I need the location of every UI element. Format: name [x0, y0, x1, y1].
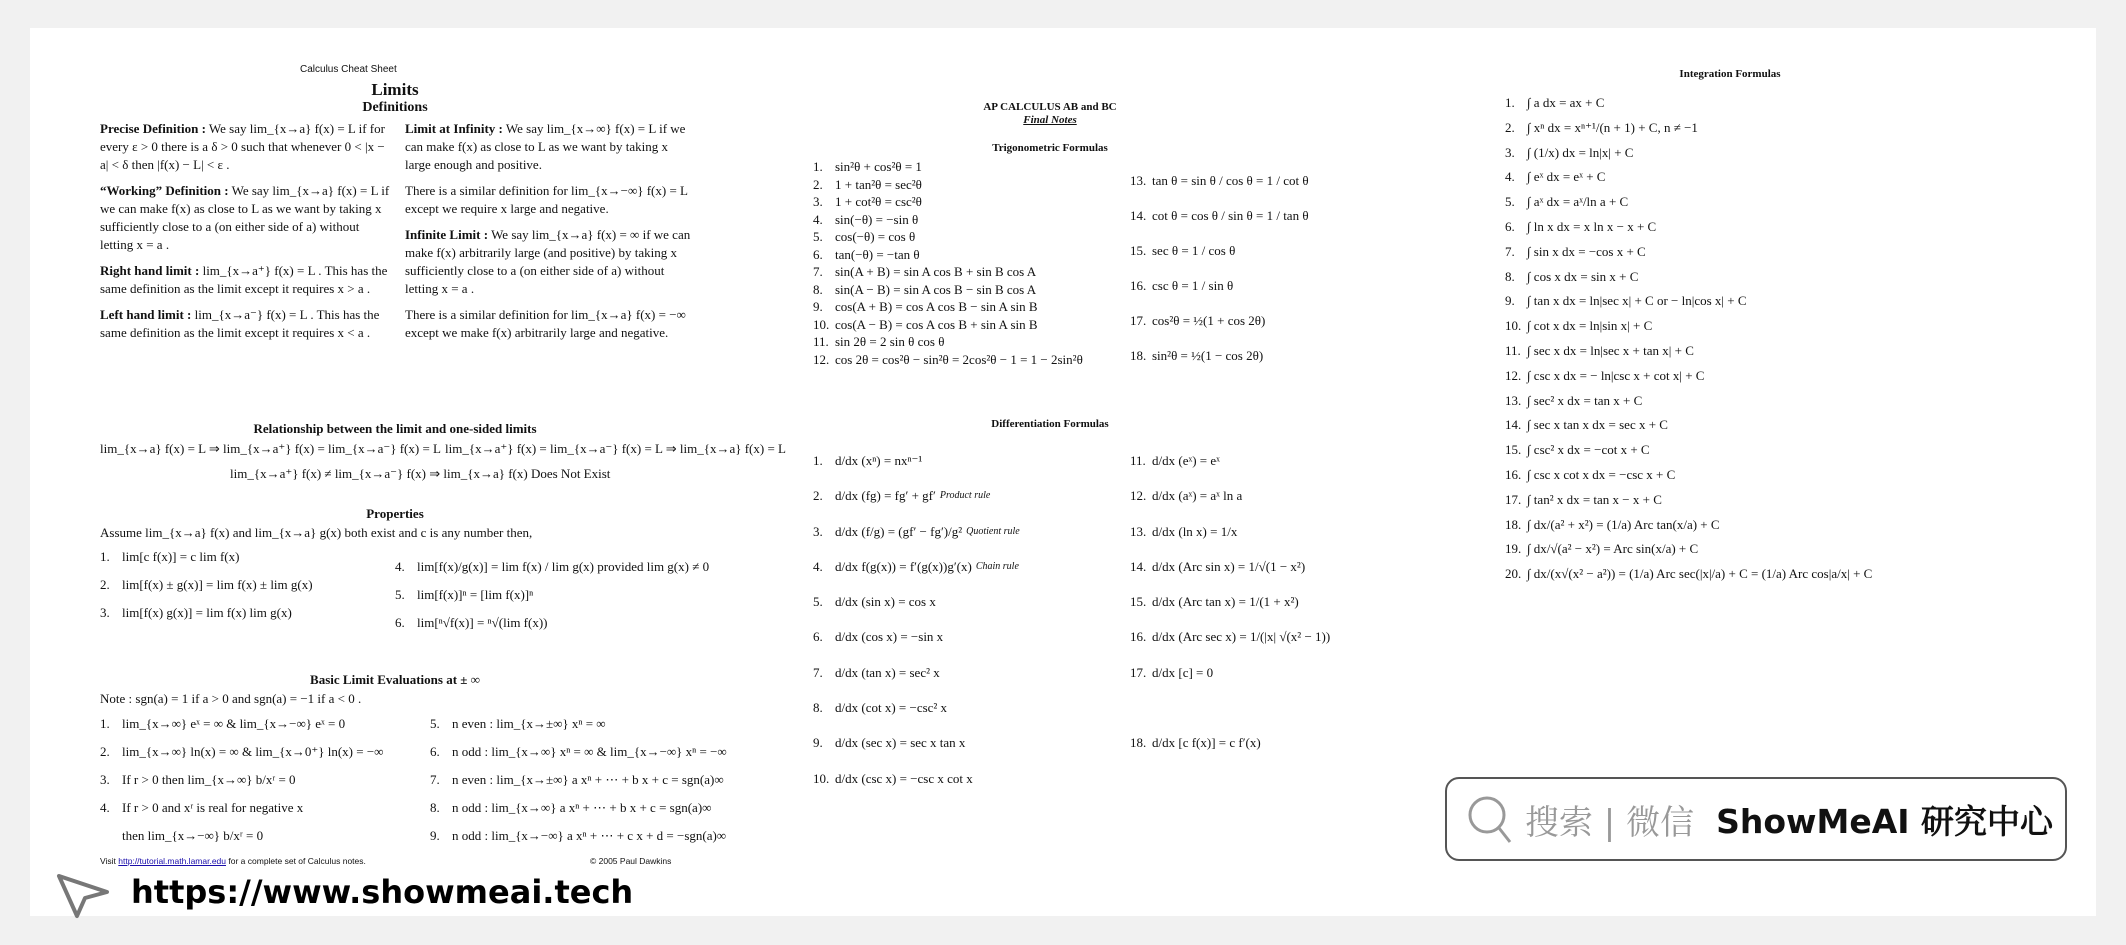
- formula-expression: lim[f(x)/g(x)] = lim f(x) / lim g(x) provided lim g(x) ≠ 0: [417, 559, 710, 574]
- formula-number: 4.: [813, 558, 823, 574]
- showmeai-search-box: [1445, 777, 2067, 861]
- formula-expression: n odd : lim_{x→∞} xⁿ = ∞ & lim_{x→−∞} xⁿ = −∞: [452, 744, 727, 759]
- formula-number: 8.: [813, 281, 823, 297]
- definitions-heading: Definitions: [362, 100, 428, 115]
- formula-item: [430, 794, 727, 822]
- formula-number: 19.: [1505, 541, 1522, 557]
- formula-item: [813, 298, 1083, 316]
- basic-limits-right: [430, 710, 727, 850]
- formula-item: [813, 761, 1020, 796]
- formula-number: 1.: [813, 159, 823, 174]
- formula-item: [1130, 198, 1309, 233]
- formula-item: [813, 478, 1020, 513]
- formula-item: [430, 822, 727, 850]
- formula-expression: sin(A − B) = sin A cos B − sin B cos A: [835, 281, 1037, 297]
- formula-item: [1505, 562, 1872, 587]
- formula-number: 7.: [1505, 243, 1515, 259]
- properties-right: [395, 553, 709, 637]
- search-icon: [1465, 793, 1513, 845]
- formula-number: 17.: [1130, 313, 1147, 328]
- formula-expression: ∫ csc x cot x dx = −csc x + C: [1527, 466, 1676, 482]
- definition-paragraph: [405, 182, 695, 218]
- footer-copyright: © 2005 Paul Dawkins: [590, 856, 672, 866]
- formula-number: 4.: [100, 800, 110, 815]
- formula-expression: ∫ cos x dx = sin x + C: [1527, 268, 1639, 284]
- formula-number: 5.: [813, 229, 823, 244]
- formula-number: 15.: [1505, 442, 1522, 458]
- formula-expression: tan θ = sin θ / cos θ = 1 / cot θ: [1152, 173, 1309, 188]
- formula-expression: sin²θ = ½(1 − cos 2θ): [1152, 348, 1264, 363]
- formula-number: 13.: [1505, 392, 1522, 408]
- formula-item: [1130, 725, 1330, 760]
- formula-expression: lim[f(x) g(x)] = lim f(x) lim g(x): [122, 605, 292, 620]
- formula-expression: d/dx [c f(x)] = c f′(x): [1152, 735, 1261, 751]
- formula-item: [430, 766, 727, 794]
- formula-number: 9.: [813, 735, 823, 751]
- formula-item: [1505, 165, 1872, 190]
- formula-item: [1130, 443, 1330, 478]
- formula-expression: ∫ xⁿ dx = xⁿ⁺¹/(n + 1) + C, n ≠ −1: [1527, 119, 1698, 135]
- formula-number: 16.: [1130, 278, 1147, 293]
- formula-number: 16.: [1130, 629, 1147, 645]
- formula-number: 8.: [813, 700, 823, 716]
- formula-expression: n odd : lim_{x→∞} a xⁿ + ⋯ + b x + c = sgn(a)∞: [452, 800, 712, 815]
- trig-left: [813, 158, 1083, 368]
- formula-item: [813, 281, 1083, 299]
- formula-item: [813, 619, 1020, 654]
- formula-expression: d/dx (Arc sec x) = 1/(|x| √(x² − 1)): [1152, 629, 1331, 645]
- formula-item: [1505, 215, 1872, 240]
- formula-number: 15.: [1130, 594, 1147, 610]
- formula-number: 1.: [1505, 95, 1515, 110]
- definition-paragraph: [100, 182, 390, 254]
- relationship-3: lim_{x→a⁺} f(x) ≠ lim_{x→a⁻} f(x) ⇒ lim_{x→a} f(x) Does Not Exist: [230, 466, 611, 481]
- formula-item: [813, 725, 1020, 760]
- formula-number: 12.: [813, 351, 830, 367]
- formula-expression: tan(−θ) = −tan θ: [835, 246, 920, 262]
- formula-expression: d/dx (cot x) = −csc² x: [835, 700, 948, 716]
- formula-item: [395, 609, 709, 637]
- formula-note: Product rule: [939, 490, 991, 502]
- formula-number: 13.: [1130, 173, 1147, 188]
- formula-item: [395, 553, 709, 581]
- formula-number: 3.: [100, 772, 110, 787]
- formula-item: [813, 193, 1083, 211]
- definition-text: We say lim_{x→∞} f(x) = L if we can make f(x) as close to L as we want by taking x large enough and positive.: [405, 121, 686, 172]
- formula-number: 5.: [430, 716, 440, 731]
- formula-item: [1505, 339, 1872, 364]
- lamar-link[interactable]: http://tutorial.math.lamar.edu: [118, 856, 227, 866]
- properties-left: [100, 543, 313, 627]
- definitions-left: [100, 120, 390, 350]
- formula-item: [1505, 190, 1872, 215]
- formula-number: 9.: [1505, 293, 1515, 309]
- formula-number: 18.: [1130, 348, 1147, 363]
- formula-number: 4.: [1505, 169, 1515, 185]
- definition-text: There is a similar definition for lim_{x→−∞} f(x) = L except we require x large and negative.: [405, 183, 688, 216]
- formula-number: 18.: [1505, 516, 1522, 532]
- formula-item: [1130, 338, 1309, 373]
- relationship-2: lim_{x→a⁺} f(x) = lim_{x→a⁻} f(x) = L ⇒ lim_{x→a} f(x) = L: [445, 441, 786, 456]
- diff-right: [1130, 443, 1330, 761]
- formula-item: [430, 710, 727, 738]
- formula-number: 9.: [430, 828, 440, 843]
- formula-number: 6.: [430, 744, 440, 759]
- formula-expression: n odd : lim_{x→−∞} a xⁿ + ⋯ + c x + d = −sgn(a)∞: [452, 828, 727, 843]
- formula-number: 12.: [1130, 488, 1147, 504]
- formula-number: 3.: [1505, 144, 1515, 160]
- formula-number: 10.: [1505, 318, 1522, 334]
- formula-item: [1505, 513, 1872, 538]
- formula-expression: lim_{x→∞} eˣ = ∞ & lim_{x→−∞} eˣ = 0: [122, 716, 346, 731]
- footer-rest-text: for a complete set of Calculus notes.: [228, 856, 366, 866]
- definition-text: There is a similar definition for lim_{x→a} f(x) = −∞ except we make f(x) arbitrarily large and negative.: [405, 307, 686, 340]
- formula-item: [813, 351, 1083, 369]
- formula-item: [813, 228, 1083, 246]
- formula-expression: ∫ tan x dx = ln|sec x| + C or − ln|cos x| + C: [1527, 293, 1747, 309]
- formula-number: 3.: [100, 605, 110, 620]
- search-placeholder: 搜索 | 微信: [1525, 802, 1695, 843]
- formula-expression: ∫ a dx = ax + C: [1527, 95, 1605, 110]
- formula-expression: ∫ sec x tan x dx = sec x + C: [1527, 417, 1668, 433]
- definition-label: Limit at Infinity :: [405, 121, 503, 136]
- formula-item: [1130, 549, 1330, 584]
- brand-name: ShowMeAI 研究中心: [1716, 801, 2054, 841]
- formula-number: 11.: [1505, 342, 1521, 358]
- formula-number: 14.: [1130, 558, 1147, 574]
- definition-label: Left hand limit :: [100, 307, 192, 322]
- formula-expression: ∫ dx/(a² + x²) = (1/a) Arc tan(x/a) + C: [1527, 516, 1720, 532]
- definition-label: Precise Definition :: [100, 121, 206, 136]
- formula-expression: cot θ = cos θ / sin θ = 1 / tan θ: [1152, 208, 1309, 223]
- formula-item: [100, 738, 383, 766]
- formula-expression: ∫ dx/(x√(x² − a²)) = (1/a) Arc sec(|x|/a) + C = (1/a) Arc cos|a/x| + C: [1527, 566, 1873, 582]
- formula-number: 17.: [1505, 491, 1522, 507]
- formula-expression: cos(A + B) = cos A cos B − sin A sin B: [835, 299, 1038, 314]
- definition-label: Right hand limit :: [100, 263, 200, 278]
- formula-item: [1130, 163, 1309, 198]
- definition-text: lim_{x→a⁺} f(x) = L . This has the same definition as the limit except it requires x > a .: [100, 263, 388, 296]
- formula-item: [100, 543, 313, 571]
- formula-number: 6.: [395, 615, 405, 630]
- formula-expression: ∫ sec² x dx = tan x + C: [1527, 392, 1643, 408]
- formula-number: 12.: [1505, 367, 1522, 383]
- definition-text: lim_{x→a⁻} f(x) = L . This has the same definition as the limit except it requires x < a .: [100, 307, 380, 340]
- formula-expression: lim[c f(x)] = c lim f(x): [122, 549, 240, 564]
- formula-expression: sin²θ + cos²θ = 1: [835, 159, 922, 174]
- formula-number: 3.: [813, 194, 823, 209]
- formula-number: 17.: [1130, 664, 1147, 680]
- formula-expression: d/dx (sec x) = sec x tan x: [835, 735, 966, 751]
- formula-item: [813, 211, 1083, 229]
- formula-item: [1505, 463, 1872, 488]
- formula-expression: cos 2θ = cos²θ − sin²θ = 2cos²θ − 1 = 1 − 2sin²θ: [835, 351, 1083, 367]
- formula-expression: d/dx f(g(x)) = f′(g(x))g′(x): [835, 558, 972, 574]
- formula-number: 1.: [813, 453, 823, 468]
- formula-number: 16.: [1505, 466, 1522, 482]
- formula-number: 7.: [813, 664, 823, 680]
- formula-item: [1505, 438, 1872, 463]
- formula-expression: d/dx (sin x) = cos x: [835, 594, 936, 610]
- formula-expression: d/dx (Arc tan x) = 1/(1 + x²): [1152, 594, 1299, 610]
- formula-item: [813, 514, 1020, 549]
- formula-expression: d/dx [c] = 0: [1152, 664, 1214, 680]
- formula-item: [813, 263, 1083, 281]
- formula-number: 9.: [813, 299, 823, 314]
- formula-expression: cos²θ = ½(1 + cos 2θ): [1152, 313, 1266, 328]
- definition-text: We say lim_{x→a} f(x) = ∞ if we can make f(x) arbitrarily large (and positive) by taking x sufficiently close to a (on either side of a) without letting x = a .: [405, 227, 691, 296]
- formula-expression: d/dx (Arc sin x) = 1/√(1 − x²): [1152, 558, 1306, 574]
- formula-number: 13.: [1130, 523, 1147, 539]
- formula-item: [1505, 265, 1872, 290]
- integration-heading: Integration Formulas: [1679, 68, 1781, 80]
- formula-note: Chain rule: [975, 560, 1019, 572]
- formula-number: 8.: [430, 800, 440, 815]
- formula-item: [430, 738, 727, 766]
- basic-limits-heading: Basic Limit Evaluations at ± ∞: [310, 672, 480, 687]
- formula-expression: cos(A − B) = cos A cos B + sin A sin B: [835, 316, 1038, 332]
- formula-item: [813, 584, 1020, 619]
- definition-text: We say lim_{x→a} f(x) = L if we can make f(x) as close to L as we want by taking x sufficiently close to a (on either side of a) without letting x = a .: [100, 183, 390, 252]
- formula-expression: ∫ csc x dx = − ln|csc x + cot x| + C: [1527, 367, 1705, 383]
- formula-expression: ∫ sec x dx = ln|sec x + tan x| + C: [1527, 342, 1694, 358]
- ap-title: AP CALCULUS AB and BC: [983, 101, 1117, 113]
- formula-expression: ∫ dx/√(a² − x²) = Arc sin(x/a) + C: [1527, 541, 1699, 557]
- formula-expression: ∫ csc² x dx = −cot x + C: [1527, 442, 1650, 458]
- relationship-1: lim_{x→a} f(x) = L ⇒ lim_{x→a⁺} f(x) = lim_{x→a⁻} f(x) = L: [100, 441, 441, 456]
- formula-number: 6.: [813, 246, 823, 262]
- formula-item: [1505, 314, 1872, 339]
- formula-item: [813, 176, 1083, 194]
- formula-item: [813, 443, 1020, 478]
- formula-expression: If r > 0 and xʳ is real for negative x: [122, 800, 304, 815]
- formula-number: 2.: [813, 488, 823, 504]
- formula-number: 5.: [395, 587, 405, 602]
- trig-right: [1130, 163, 1309, 373]
- formula-item: [1130, 514, 1330, 549]
- formula-item: [1505, 537, 1872, 562]
- formula-expression: sin(−θ) = −sin θ: [835, 211, 919, 227]
- formula-item: [813, 246, 1083, 264]
- basic-limits-note: Note : sgn(a) = 1 if a > 0 and sgn(a) = −1 if a < 0 .: [100, 691, 362, 706]
- basic-limits-left: [100, 710, 383, 850]
- definition-label: “Working” Definition :: [100, 183, 229, 198]
- formula-number: 1.: [100, 549, 110, 564]
- formula-number: [100, 822, 122, 850]
- formula-number: 2.: [813, 176, 823, 192]
- formula-number: 7.: [430, 772, 440, 787]
- definition-text: We say lim_{x→a} f(x) = L if for every ε > 0 there is a δ > 0 such that whenever 0 < |x − a| < δ then |f(x) − L| < ε .: [100, 121, 385, 172]
- formula-item: [1505, 116, 1872, 141]
- diff-left: [813, 443, 1020, 796]
- formula-number: 18.: [1130, 735, 1147, 751]
- cursor-icon: [55, 870, 115, 920]
- formula-item: [1505, 91, 1872, 116]
- formula-expression: ∫ (1/x) dx = ln|x| + C: [1527, 144, 1634, 160]
- formula-expression: n even : lim_{x→±∞} xⁿ = ∞: [452, 716, 606, 731]
- formula-item: [1130, 233, 1309, 268]
- showmeai-url: https://www.showmeai.tech: [131, 873, 634, 911]
- formula-item: [1130, 584, 1330, 619]
- formula-expression: d/dx (csc x) = −csc x cot x: [835, 770, 973, 786]
- final-notes-subtitle: Final Notes: [1023, 114, 1077, 126]
- formula-expression: d/dx (tan x) = sec² x: [835, 664, 940, 680]
- formula-expression: If r > 0 then lim_{x→∞} b/xʳ = 0: [122, 772, 296, 787]
- formula-expression: 1 + tan²θ = sec²θ: [835, 176, 922, 192]
- formula-item: [100, 710, 383, 738]
- formula-expression: sec θ = 1 / cos θ: [1152, 243, 1236, 258]
- formula-expression: d/dx (fg) = fg′ + gf′: [835, 488, 936, 504]
- definition-paragraph: [100, 306, 390, 342]
- definition-paragraph: [405, 306, 695, 342]
- formula-number: 10.: [813, 316, 830, 332]
- formula-item: [1130, 690, 1330, 725]
- formula-item: [100, 822, 383, 850]
- definitions-right: [405, 120, 695, 350]
- formula-item: [100, 599, 313, 627]
- formula-item: [1130, 619, 1330, 654]
- integration-list: [1505, 91, 1872, 587]
- formula-expression: d/dx (aˣ) = aˣ ln a: [1152, 488, 1243, 504]
- formula-number: 14.: [1505, 417, 1522, 433]
- formula-expression: cos(−θ) = cos θ: [835, 229, 916, 244]
- formula-expression: d/dx (f/g) = (gf′ − fg′)/g²: [835, 523, 963, 539]
- formula-expression: d/dx (ln x) = 1/x: [1152, 523, 1238, 539]
- properties-intro: Assume lim_{x→a} f(x) and lim_{x→a} g(x) both exist and c is any number then,: [100, 525, 533, 540]
- diff-heading: Differentiation Formulas: [991, 418, 1109, 430]
- formula-expression: n even : lim_{x→±∞} a xⁿ + ⋯ + b x + c = sgn(a)∞: [452, 772, 724, 787]
- limits-title: Limits: [371, 80, 419, 99]
- formula-number: 4.: [813, 211, 823, 227]
- formula-number: 15.: [1130, 243, 1147, 258]
- formula-expression: sin 2θ = 2 sin θ cos θ: [835, 334, 945, 349]
- formula-item: [1505, 413, 1872, 438]
- formula-expression: lim[f(x) ± g(x)] = lim f(x) ± lim g(x): [122, 577, 313, 592]
- formula-expression: d/dx (eˣ) = eˣ: [1152, 453, 1220, 468]
- formula-item: [813, 158, 1083, 176]
- formula-item: [1130, 268, 1309, 303]
- sheet-header: Calculus Cheat Sheet: [300, 64, 397, 75]
- formula-item: [395, 581, 709, 609]
- formula-number: 2.: [1505, 119, 1515, 135]
- footer-visit: [100, 856, 366, 866]
- formula-number: 2.: [100, 744, 110, 759]
- formula-number: 5.: [813, 594, 823, 610]
- formula-number: 6.: [1505, 218, 1515, 234]
- relationship-heading: Relationship between the limit and one-sided limits: [253, 421, 537, 436]
- formula-item: [813, 655, 1020, 690]
- formula-expression: ∫ sin x dx = −cos x + C: [1527, 243, 1646, 259]
- formula-expression: lim_{x→∞} ln(x) = ∞ & lim_{x→0⁺} ln(x) = −∞: [122, 744, 384, 759]
- formula-number: 2.: [100, 577, 110, 592]
- formula-number: 7.: [813, 264, 823, 279]
- formula-item: [1130, 303, 1309, 338]
- formula-number: 20.: [1505, 566, 1522, 582]
- formula-item: [1130, 478, 1330, 513]
- formula-number: 11.: [1130, 453, 1146, 468]
- formula-expression: d/dx (xⁿ) = nxⁿ⁻¹: [835, 453, 923, 468]
- definition-label: Infinite Limit :: [405, 227, 489, 242]
- formula-expression: then lim_{x→−∞} b/xʳ = 0: [122, 828, 264, 843]
- formula-item: [1505, 240, 1872, 265]
- formula-item: [1505, 141, 1872, 166]
- formula-number: 4.: [395, 559, 405, 574]
- formula-expression: ∫ cot x dx = ln|sin x| + C: [1527, 318, 1653, 334]
- formula-number: 3.: [813, 523, 823, 539]
- formula-item: [1505, 289, 1872, 314]
- formula-item: [100, 766, 383, 794]
- formula-number: 6.: [813, 629, 823, 645]
- formula-item: [100, 571, 313, 599]
- definition-paragraph: [405, 120, 695, 174]
- definition-paragraph: [100, 120, 390, 174]
- formula-item: [1505, 389, 1872, 414]
- formula-number: [1130, 690, 1152, 725]
- definition-paragraph: [405, 226, 695, 298]
- definition-paragraph: [100, 262, 390, 298]
- formula-expression: ∫ aˣ dx = aˣ/ln a + C: [1527, 194, 1629, 210]
- formula-number: 8.: [1505, 268, 1515, 284]
- formula-number: 11.: [813, 334, 829, 349]
- formula-expression: ∫ tan² x dx = tan x − x + C: [1527, 491, 1662, 507]
- formula-number: 14.: [1130, 208, 1147, 223]
- formula-item: [1130, 655, 1330, 690]
- trig-heading: Trigonometric Formulas: [992, 142, 1108, 154]
- formula-expression: ∫ eˣ dx = eˣ + C: [1527, 169, 1606, 185]
- formula-expression: lim[f(x)]ⁿ = [lim f(x)]ⁿ: [417, 587, 534, 602]
- formula-item: [813, 549, 1020, 584]
- formula-item: [1505, 488, 1872, 513]
- formula-expression: ∫ ln x dx = x ln x − x + C: [1527, 218, 1657, 234]
- formula-number: 5.: [1505, 194, 1515, 210]
- formula-item: [100, 794, 383, 822]
- formula-expression: d/dx (cos x) = −sin x: [835, 629, 944, 645]
- formula-number: 10.: [813, 770, 830, 786]
- formula-item: [813, 333, 1083, 351]
- formula-item: [813, 316, 1083, 334]
- formula-expression: csc θ = 1 / sin θ: [1152, 278, 1234, 293]
- formula-item: [813, 690, 1020, 725]
- formula-expression: 1 + cot²θ = csc²θ: [835, 194, 922, 209]
- properties-heading: Properties: [366, 506, 424, 521]
- formula-expression: lim[ⁿ√f(x)] = ⁿ√(lim f(x)): [417, 615, 548, 630]
- footer-visit-text: Visit: [100, 856, 116, 866]
- formula-expression: sin(A + B) = sin A cos B + sin B cos A: [835, 264, 1037, 279]
- formula-note: Quotient rule: [966, 525, 1020, 537]
- formula-item: [1505, 364, 1872, 389]
- formula-number: 1.: [100, 716, 110, 731]
